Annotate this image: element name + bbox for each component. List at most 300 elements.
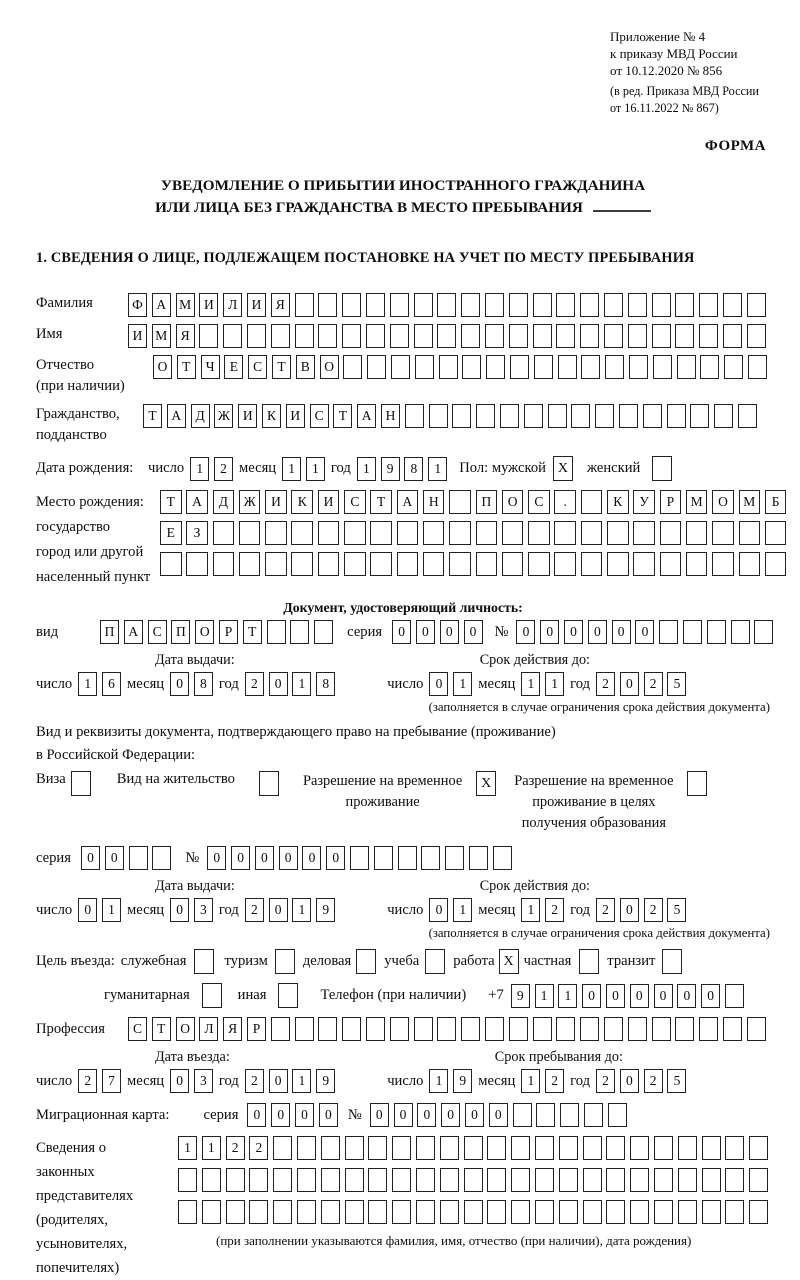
char-cell[interactable] [513,1103,532,1127]
char-cell[interactable] [368,1136,387,1160]
char-cell[interactable] [464,1168,483,1192]
char-cell[interactable] [559,1136,578,1160]
char-cell[interactable] [739,552,761,576]
char-cell[interactable] [583,1200,602,1224]
char-cell[interactable] [397,552,419,576]
char-cell[interactable]: 0 [207,846,226,870]
char-cell[interactable] [249,1168,268,1192]
char-cell[interactable] [630,1136,649,1160]
char-cell[interactable] [700,355,719,379]
char-cell[interactable] [273,1136,292,1160]
char-cell[interactable] [554,521,576,545]
char-cell[interactable]: 0 [588,620,607,644]
char-cell[interactable]: 1 [521,1069,540,1093]
char-cell[interactable]: 2 [596,672,615,696]
char-cell[interactable] [367,355,386,379]
char-cell[interactable] [178,1168,197,1192]
char-cell[interactable] [318,293,337,317]
char-cell[interactable] [654,1168,673,1192]
char-cell[interactable] [604,1017,623,1041]
char-cell[interactable]: 0 [564,620,583,644]
char-cell[interactable] [581,521,603,545]
purpose-business-checkbox[interactable] [356,949,376,974]
char-cell[interactable]: 9 [381,457,400,481]
char-cell[interactable] [290,620,309,644]
char-cell[interactable]: Т [370,490,392,514]
char-cell[interactable]: 5 [667,1069,686,1093]
char-cell[interactable] [583,1168,602,1192]
char-cell[interactable] [560,1103,579,1127]
char-cell[interactable] [559,1168,578,1192]
char-cell[interactable] [486,355,505,379]
char-cell[interactable]: 1 [292,1069,311,1093]
char-cell[interactable]: И [247,293,266,317]
char-cell[interactable]: Р [219,620,238,644]
char-cell[interactable] [350,846,369,870]
char-cell[interactable]: О [712,490,734,514]
char-cell[interactable]: 0 [319,1103,338,1127]
char-cell[interactable] [702,1136,721,1160]
char-cell[interactable] [342,1017,361,1041]
residence-permit-checkbox[interactable] [259,771,279,796]
char-cell[interactable]: О [153,355,172,379]
char-cell[interactable] [699,293,718,317]
char-cell[interactable] [398,846,417,870]
char-cell[interactable] [749,1136,768,1160]
char-cell[interactable] [366,324,385,348]
char-cell[interactable]: 0 [302,846,321,870]
char-cell[interactable] [368,1200,387,1224]
char-cell[interactable]: Н [423,490,445,514]
sex-male-checkbox[interactable]: X [553,456,573,481]
char-cell[interactable] [660,552,682,576]
char-cell[interactable] [370,521,392,545]
char-cell[interactable] [476,404,495,428]
char-cell[interactable]: С [248,355,267,379]
char-cell[interactable] [653,355,672,379]
char-cell[interactable] [344,521,366,545]
char-cell[interactable]: 0 [279,846,298,870]
char-cell[interactable]: 0 [429,898,448,922]
char-cell[interactable] [295,1017,314,1041]
char-cell[interactable] [528,521,550,545]
char-cell[interactable] [440,1168,459,1192]
char-cell[interactable] [271,1017,290,1041]
char-cell[interactable]: 1 [535,984,554,1008]
char-cell[interactable] [571,404,590,428]
char-cell[interactable]: И [238,404,257,428]
sex-female-checkbox[interactable] [652,456,672,481]
char-cell[interactable]: 0 [271,1103,290,1127]
char-cell[interactable] [535,1136,554,1160]
char-cell[interactable]: О [176,1017,195,1041]
char-cell[interactable]: 0 [440,620,459,644]
purpose-humanitarian-checkbox[interactable] [202,983,222,1008]
char-cell[interactable]: 1 [292,672,311,696]
char-cell[interactable]: Т [160,490,182,514]
char-cell[interactable] [723,293,742,317]
char-cell[interactable]: 1 [453,672,472,696]
char-cell[interactable]: В [296,355,315,379]
char-cell[interactable]: 0 [394,1103,413,1127]
char-cell[interactable] [342,293,361,317]
char-cell[interactable]: 0 [635,620,654,644]
char-cell[interactable]: 6 [102,672,121,696]
char-cell[interactable] [747,324,766,348]
char-cell[interactable] [660,521,682,545]
char-cell[interactable] [739,521,761,545]
char-cell[interactable] [678,1200,697,1224]
char-cell[interactable]: З [186,521,208,545]
char-cell[interactable] [318,324,337,348]
char-cell[interactable]: Ж [239,490,261,514]
char-cell[interactable] [318,521,340,545]
char-cell[interactable]: 8 [316,672,335,696]
char-cell[interactable] [469,846,488,870]
char-cell[interactable] [747,293,766,317]
char-cell[interactable]: 1 [521,898,540,922]
char-cell[interactable] [267,620,286,644]
char-cell[interactable]: Я [176,324,195,348]
char-cell[interactable]: 1 [202,1136,221,1160]
char-cell[interactable] [391,355,410,379]
char-cell[interactable] [714,404,733,428]
char-cell[interactable]: 0 [701,984,720,1008]
char-cell[interactable]: М [176,293,195,317]
char-cell[interactable]: 0 [269,672,288,696]
char-cell[interactable] [667,404,686,428]
char-cell[interactable] [584,1103,603,1127]
char-cell[interactable]: 0 [620,898,639,922]
char-cell[interactable] [416,1200,435,1224]
char-cell[interactable] [581,490,603,514]
char-cell[interactable]: 2 [245,898,264,922]
char-cell[interactable]: 2 [245,1069,264,1093]
char-cell[interactable]: С [310,404,329,428]
char-cell[interactable] [374,846,393,870]
char-cell[interactable]: 0 [269,1069,288,1093]
char-cell[interactable]: Т [333,404,352,428]
char-cell[interactable] [265,521,287,545]
char-cell[interactable]: У [633,490,655,514]
char-cell[interactable]: 0 [170,1069,189,1093]
char-cell[interactable]: 0 [612,620,631,644]
char-cell[interactable]: 9 [511,984,530,1008]
char-cell[interactable] [725,1136,744,1160]
char-cell[interactable] [749,1168,768,1192]
char-cell[interactable]: 0 [247,1103,266,1127]
char-cell[interactable] [511,1168,530,1192]
char-cell[interactable] [509,293,528,317]
char-cell[interactable]: К [607,490,629,514]
char-cell[interactable]: 0 [654,984,673,1008]
char-cell[interactable]: Н [381,404,400,428]
char-cell[interactable] [533,1017,552,1041]
char-cell[interactable]: 9 [453,1069,472,1093]
char-cell[interactable]: 2 [596,898,615,922]
purpose-tourism-checkbox[interactable] [275,949,295,974]
char-cell[interactable]: 0 [630,984,649,1008]
char-cell[interactable]: 0 [540,620,559,644]
char-cell[interactable]: Р [247,1017,266,1041]
purpose-private-checkbox[interactable] [579,949,599,974]
char-cell[interactable] [535,1200,554,1224]
char-cell[interactable]: 0 [620,1069,639,1093]
char-cell[interactable] [414,1017,433,1041]
char-cell[interactable]: 2 [644,672,663,696]
char-cell[interactable] [502,521,524,545]
char-cell[interactable] [502,552,524,576]
purpose-official-checkbox[interactable] [194,949,214,974]
char-cell[interactable]: А [186,490,208,514]
char-cell[interactable] [699,1017,718,1041]
char-cell[interactable]: А [124,620,143,644]
char-cell[interactable] [633,521,655,545]
char-cell[interactable] [677,355,696,379]
char-cell[interactable] [707,620,726,644]
char-cell[interactable] [536,1103,555,1127]
char-cell[interactable]: 8 [194,672,213,696]
char-cell[interactable] [607,552,629,576]
char-cell[interactable]: 0 [78,898,97,922]
char-cell[interactable] [633,552,655,576]
char-cell[interactable]: М [686,490,708,514]
char-cell[interactable] [690,404,709,428]
char-cell[interactable] [366,1017,385,1041]
char-cell[interactable]: 0 [295,1103,314,1127]
char-cell[interactable] [318,552,340,576]
char-cell[interactable] [464,1136,483,1160]
char-cell[interactable] [749,1200,768,1224]
char-cell[interactable]: 0 [105,846,124,870]
char-cell[interactable] [297,1168,316,1192]
char-cell[interactable] [461,293,480,317]
char-cell[interactable] [390,293,409,317]
char-cell[interactable] [437,1017,456,1041]
char-cell[interactable] [416,1136,435,1160]
char-cell[interactable]: К [262,404,281,428]
char-cell[interactable] [608,1103,627,1127]
char-cell[interactable]: Л [199,1017,218,1041]
char-cell[interactable] [659,620,678,644]
char-cell[interactable] [683,620,702,644]
char-cell[interactable] [606,1136,625,1160]
char-cell[interactable]: 2 [596,1069,615,1093]
char-cell[interactable] [652,1017,671,1041]
char-cell[interactable] [297,1200,316,1224]
char-cell[interactable]: 2 [245,672,264,696]
char-cell[interactable]: А [397,490,419,514]
char-cell[interactable]: 3 [194,898,213,922]
purpose-other-checkbox[interactable] [278,983,298,1008]
char-cell[interactable] [273,1168,292,1192]
char-cell[interactable] [533,293,552,317]
char-cell[interactable] [712,552,734,576]
char-cell[interactable] [511,1200,530,1224]
char-cell[interactable]: 0 [620,672,639,696]
visa-checkbox[interactable] [71,771,91,796]
char-cell[interactable] [510,355,529,379]
char-cell[interactable] [273,1200,292,1224]
char-cell[interactable] [416,1168,435,1192]
char-cell[interactable]: 1 [178,1136,197,1160]
char-cell[interactable] [405,404,424,428]
char-cell[interactable]: 0 [255,846,274,870]
purpose-work-checkbox[interactable]: X [499,949,519,974]
char-cell[interactable]: 1 [357,457,376,481]
char-cell[interactable] [392,1200,411,1224]
char-cell[interactable] [686,552,708,576]
char-cell[interactable]: 0 [465,1103,484,1127]
char-cell[interactable] [699,324,718,348]
char-cell[interactable] [392,1168,411,1192]
char-cell[interactable] [265,552,287,576]
char-cell[interactable]: И [199,293,218,317]
char-cell[interactable] [345,1200,364,1224]
char-cell[interactable] [178,1200,197,1224]
char-cell[interactable]: Ж [214,404,233,428]
char-cell[interactable] [548,404,567,428]
char-cell[interactable] [630,1200,649,1224]
char-cell[interactable] [556,1017,575,1041]
char-cell[interactable] [643,404,662,428]
char-cell[interactable]: 1 [306,457,325,481]
char-cell[interactable] [295,324,314,348]
char-cell[interactable]: 0 [429,672,448,696]
char-cell[interactable] [754,620,773,644]
char-cell[interactable]: 2 [644,1069,663,1093]
char-cell[interactable] [509,1017,528,1041]
char-cell[interactable] [295,293,314,317]
char-cell[interactable] [437,324,456,348]
char-cell[interactable]: Т [272,355,291,379]
char-cell[interactable] [606,1200,625,1224]
char-cell[interactable] [559,1200,578,1224]
char-cell[interactable] [605,355,624,379]
char-cell[interactable] [628,293,647,317]
char-cell[interactable] [675,1017,694,1041]
char-cell[interactable]: Ф [128,293,147,317]
purpose-study-checkbox[interactable] [425,949,445,974]
char-cell[interactable] [533,324,552,348]
char-cell[interactable]: 1 [190,457,209,481]
char-cell[interactable] [321,1136,340,1160]
char-cell[interactable] [392,1136,411,1160]
char-cell[interactable] [619,404,638,428]
char-cell[interactable]: 9 [316,898,335,922]
char-cell[interactable] [291,552,313,576]
char-cell[interactable] [461,324,480,348]
char-cell[interactable]: . [554,490,576,514]
char-cell[interactable] [421,846,440,870]
char-cell[interactable] [449,521,471,545]
char-cell[interactable] [366,293,385,317]
char-cell[interactable]: 0 [464,620,483,644]
char-cell[interactable]: 5 [667,898,686,922]
char-cell[interactable] [429,404,448,428]
char-cell[interactable] [604,324,623,348]
char-cell[interactable]: И [265,490,287,514]
char-cell[interactable] [423,521,445,545]
char-cell[interactable]: 0 [170,898,189,922]
char-cell[interactable] [318,1017,337,1041]
char-cell[interactable]: А [152,293,171,317]
char-cell[interactable]: 9 [316,1069,335,1093]
char-cell[interactable] [314,620,333,644]
char-cell[interactable]: П [100,620,119,644]
char-cell[interactable]: 0 [170,672,189,696]
char-cell[interactable]: М [739,490,761,514]
char-cell[interactable] [445,846,464,870]
char-cell[interactable] [213,552,235,576]
char-cell[interactable]: 2 [644,898,663,922]
char-cell[interactable] [725,984,744,1008]
char-cell[interactable]: 7 [102,1069,121,1093]
char-cell[interactable]: Я [271,293,290,317]
char-cell[interactable] [390,1017,409,1041]
char-cell[interactable]: 0 [489,1103,508,1127]
char-cell[interactable] [723,1017,742,1041]
char-cell[interactable] [652,324,671,348]
char-cell[interactable] [678,1136,697,1160]
char-cell[interactable] [345,1168,364,1192]
purpose-transit-checkbox[interactable] [662,949,682,974]
char-cell[interactable] [464,1200,483,1224]
char-cell[interactable]: 2 [226,1136,245,1160]
char-cell[interactable] [439,355,458,379]
char-cell[interactable] [186,552,208,576]
char-cell[interactable] [509,324,528,348]
char-cell[interactable] [485,1017,504,1041]
char-cell[interactable] [239,552,261,576]
char-cell[interactable] [397,521,419,545]
char-cell[interactable] [345,1136,364,1160]
char-cell[interactable] [554,552,576,576]
char-cell[interactable]: 1 [428,457,447,481]
char-cell[interactable]: Т [243,620,262,644]
char-cell[interactable]: О [320,355,339,379]
char-cell[interactable]: 2 [545,1069,564,1093]
char-cell[interactable] [414,293,433,317]
char-cell[interactable] [476,552,498,576]
char-cell[interactable]: 0 [231,846,250,870]
char-cell[interactable]: И [128,324,147,348]
char-cell[interactable] [249,1200,268,1224]
char-cell[interactable] [199,324,218,348]
char-cell[interactable] [580,324,599,348]
char-cell[interactable] [765,552,787,576]
char-cell[interactable] [731,620,750,644]
char-cell[interactable]: 0 [326,846,345,870]
char-cell[interactable]: 0 [606,984,625,1008]
char-cell[interactable] [423,552,445,576]
char-cell[interactable] [462,355,481,379]
char-cell[interactable]: А [167,404,186,428]
char-cell[interactable] [723,324,742,348]
char-cell[interactable] [628,1017,647,1041]
char-cell[interactable]: 0 [677,984,696,1008]
char-cell[interactable]: 0 [582,984,601,1008]
char-cell[interactable] [581,355,600,379]
char-cell[interactable] [297,1136,316,1160]
char-cell[interactable] [652,293,671,317]
edu-permit-checkbox[interactable] [687,771,707,796]
char-cell[interactable] [344,552,366,576]
char-cell[interactable] [724,355,743,379]
char-cell[interactable] [368,1168,387,1192]
char-cell[interactable]: И [318,490,340,514]
char-cell[interactable]: 0 [81,846,100,870]
